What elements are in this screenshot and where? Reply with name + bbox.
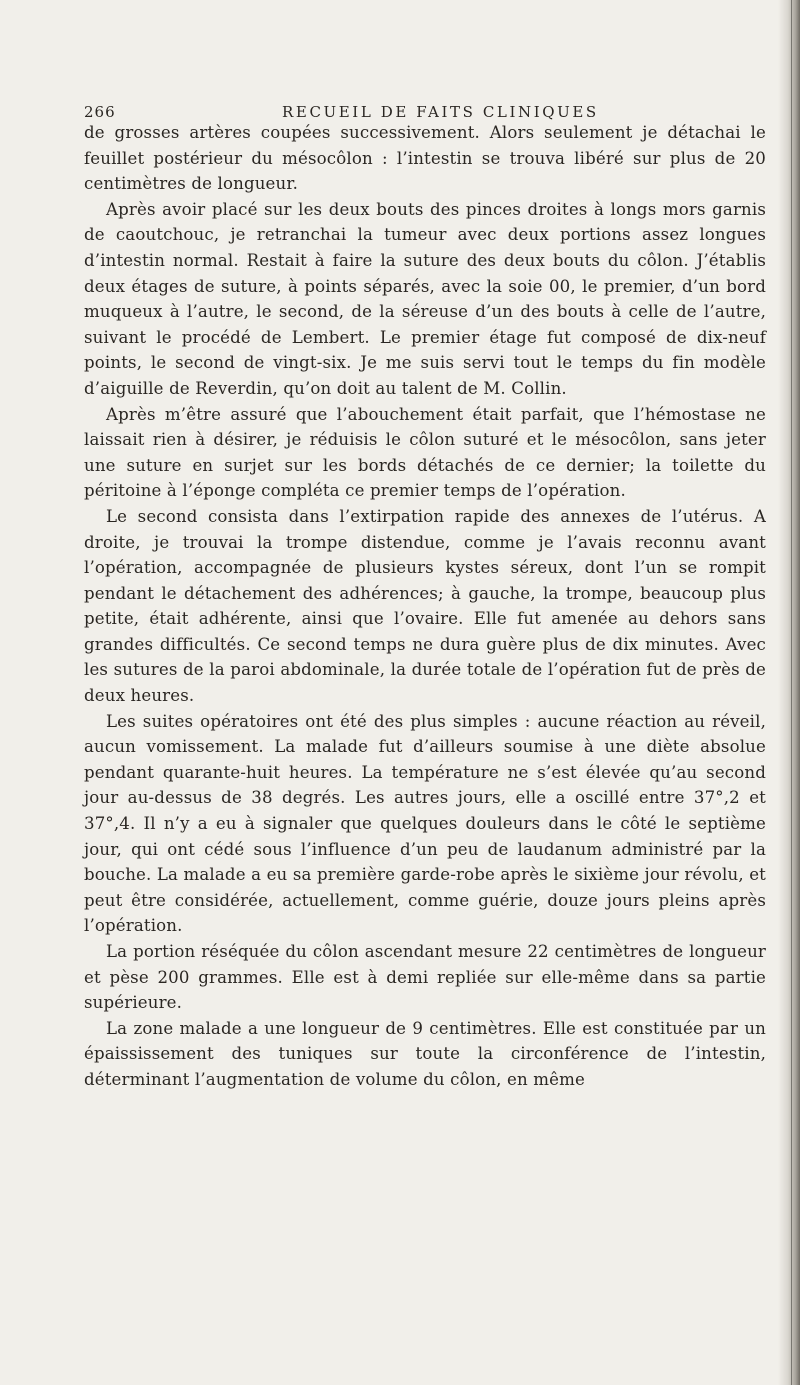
paragraph-annexes: Le second consista dans l’extirpation rapide des annexes de l’utérus. A droite, je trouvai la trompe distendue, comme je l’avais reconnu avant l’opération, accompagnée de plusieurs kystes séreux, dont l’un se rompit pendant le détachement des adhérences; à gauche, la trompe, beaucoup plus petite, était adhérente, ainsi que l’ovaire. Elle fut amenée au dehors sans grandes difficultés. Ce second temps ne dura guère plus de dix minutes. Avec les sutures de la paroi abdominale, la durée totale de l’opération fut de près de deux heures.: [84, 506, 766, 706]
page-edge-line: [791, 0, 792, 1385]
page-number: 266: [84, 103, 116, 121]
paragraph-suture: Après avoir placé sur les deux bouts des pinces droites à longs mors garnis de caoutchouc, je retranchai la tumeur avec deux portions assez longues d’intestin normal. Restait à faire la suture des deux bouts du côlon. J’établis deux étages de suture, à points séparés, avec la soie 00, le premier, d’un bord muqueux à l’autre, le second, de la séreuse d’un des bouts à celle de l’autre, suivant le procédé de Lembert. Le premier étage fut composé de dix-neuf points, le second de vingt-six. Je me suis servi tout le temps du fin modèle d’aiguille de Reverdin, qu’on doit au talent de M. Collin.: [84, 199, 766, 398]
running-title: RECUEIL DE FAITS CLINIQUES: [282, 103, 599, 121]
paragraph-diseased-zone: La zone malade a une longueur de 9 centimètres. Elle est constituée par un épaississement des tuniques sur toute la circonférence de l’intestin, déterminant l’augmentation de volume du côlon, en même: [84, 1018, 766, 1089]
paragraph-postoperative: Les suites opératoires ont été des plus simples : aucune réaction au réveil, aucun vomissement. La malade fut d’ailleurs soumise à une diète absolue pendant quarante-huit heures. La température ne s’est élevée qu’au second jour au-dessus de 38 degrés. Les autres jours, elle a oscillé entre 37°,2 et 37°,4. Il n’y a eu à signaler que quelques douleurs dans le côté le septième jour, qui ont cédé sous l’influence d’un peu de laudanum administré par la bouche. La malade a eu sa première garde-robe après le sixième jour révolu, et peut être considérée, actuellement, comme guérie, douze jours pleins après l’opération.: [84, 711, 766, 936]
paragraph-reduction: Après m’être assuré que l’abouchement était parfait, que l’hémostase ne laissait rien à désirer, je réduisis le côlon suturé et le mésocôlon, sans jeter une suture en surjet sur les bords détachés de ce dernier; la toilette du péritoine à l’éponge compléta ce premier temps de l’opération.: [84, 404, 766, 501]
body-text: [84, 120, 766, 1093]
page-edge-shadow: [778, 0, 800, 1385]
paragraph-continuation: de grosses artères coupées successivement. Alors seulement je détachai le feuillet postérieur du mésocôlon : l’intestin se trouva libéré sur plus de 20 centimètres de longueur.: [84, 123, 766, 194]
paragraph-resected-portion: La portion réséquée du côlon ascendant mesure 22 centimètres de longueur et pèse 200 grammes. Elle est à demi repliée sur elle-même dans sa partie supérieure.: [84, 942, 766, 1013]
